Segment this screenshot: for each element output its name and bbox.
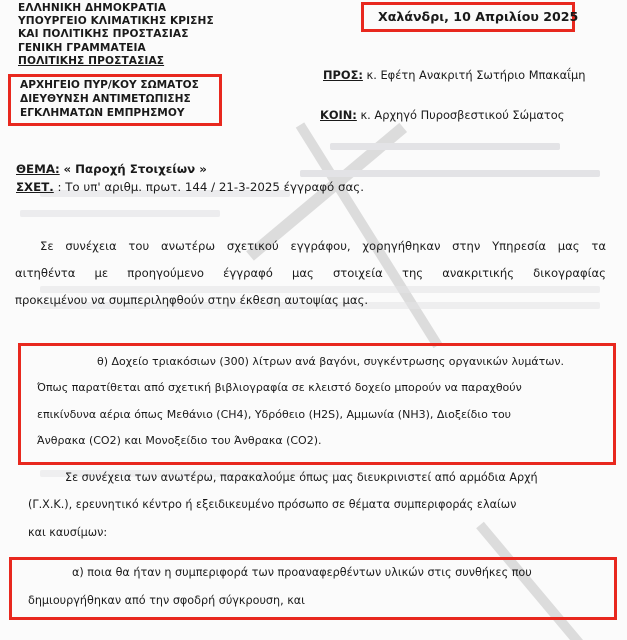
subject-label: ΘΕΜΑ:	[16, 162, 60, 176]
letterhead-line: ΓΕΝΙΚΗ ΓΡΑΜΜΑΤΕΙΑ	[18, 41, 146, 54]
recipient-cc	[320, 108, 564, 122]
department-line: ΔΙΕΥΘΥΝΣΗ ΑΝΤΙΜΕΤΩΠΙΣΗΣ	[20, 93, 191, 105]
document-date: Χαλάνδρι, 10 Απριλίου 2025	[378, 9, 579, 24]
recipient-to	[323, 68, 585, 82]
department-line: ΑΡΧΗΓΕΙΟ ΠΥΡ/ΚΟΥ ΣΩΜΑΤΟΣ	[20, 79, 199, 91]
recipient-to-label: ΠΡΟΣ:	[323, 68, 363, 82]
bleed-through-line	[20, 210, 220, 217]
subject-block	[16, 160, 364, 196]
letterhead	[18, 2, 230, 68]
bleed-through-line	[330, 143, 560, 150]
letterhead-line: ΕΛΛΗΝΙΚΗ ΔΗΜΟΚΡΑΤΙΑ	[18, 2, 167, 14]
item-theta-line: Όπως παρατίθεται από σχετική βιβλιογραφία σε κλειστό δοχείο μπορούν να παραχθούν	[37, 381, 522, 394]
paragraph-line: προκειμένου να συμπεριληφθούν στην έκθεση αυτοψίας μας.	[15, 293, 369, 307]
item-alpha-line: α) ποια θα ήταν η συμπεριφορά των προαναφερθέντων υλικών στις συνθήκες που	[72, 566, 532, 579]
letterhead-line: ΚΑΙ ΠΟΛΙΤΙΚΗΣ ΠΡΟΣΤΑΣΙΑΣ	[18, 28, 189, 41]
followup-line: Σε συνέχεια των ανωτέρω, παρακαλούμε όπως μας διευκρινιστεί από αρμόδια Αρχή	[65, 471, 538, 484]
reference-label: ΣΧΕΤ.	[16, 180, 54, 194]
recipient-cc-value: κ. Αρχηγό Πυροσβεστικού Σώματος	[360, 108, 565, 122]
item-theta-line: επικίνδυνα αέρια όπως Μεθάνιο (CH4), Υδρόθειο (H2S), Αμμωνία (NH3), Διοξείδιο του	[37, 408, 512, 421]
item-alpha-line: δημιουργήθηκαν από την σφοδρή σύγκρουση, και	[28, 594, 305, 607]
department-block	[20, 78, 199, 120]
item-theta-line: Άνθρακα (CO2) και Μονοξείδιο του Άνθρακα (CO2).	[37, 434, 322, 447]
item-theta-line: θ) Δοχείο τριακόσιων (300) λίτρων ανά βαγόνι, συγκέντρωσης οργανικών λυμάτων.	[97, 355, 565, 368]
intro-paragraph	[15, 233, 606, 314]
followup-line: και καυσίμων:	[28, 526, 108, 539]
followup-line: (Γ.Χ.Κ.), ερευνητικό κέντρο ή εξειδικευμένο πρόσωπο σε θέματα συμπεριφοράς ελαίων	[28, 498, 517, 511]
letterhead-line: ΥΠΟΥΡΓΕΙΟ ΚΛΙΜΑΤΙΚΗΣ ΚΡΙΣΗΣ	[18, 15, 214, 28]
paragraph-line: αιτηθέντα με προηγούμενο έγγραφό μας στοιχεία της ανακριτικής δικογραφίας	[15, 266, 606, 280]
recipient-to-value: κ. Εφέτη Ανακριτή Σωτήριο Μπακαΐμη	[366, 68, 586, 82]
recipient-cc-label: ΚΟΙΝ:	[320, 108, 357, 122]
letterhead-line: ΠΟΛΙΤΙΚΗΣ ΠΡΟΣΤΑΣΙΑΣ	[18, 54, 165, 67]
subject-value: « Παροχή Στοιχείων »	[63, 162, 207, 176]
reference-value: : Το υπ' αριθμ. πρωτ. 144 / 21-3-2025 έγγραφό σας.	[57, 180, 364, 194]
paragraph-line: Σε συνέχεια του ανωτέρω σχετικού εγγράφου, χορηγήθηκαν στην Υπηρεσία μας τα	[40, 239, 606, 253]
department-line: ΕΓΚΛΗΜΑΤΩΝ ΕΜΠΡΗΣΜΟΥ	[20, 107, 185, 119]
